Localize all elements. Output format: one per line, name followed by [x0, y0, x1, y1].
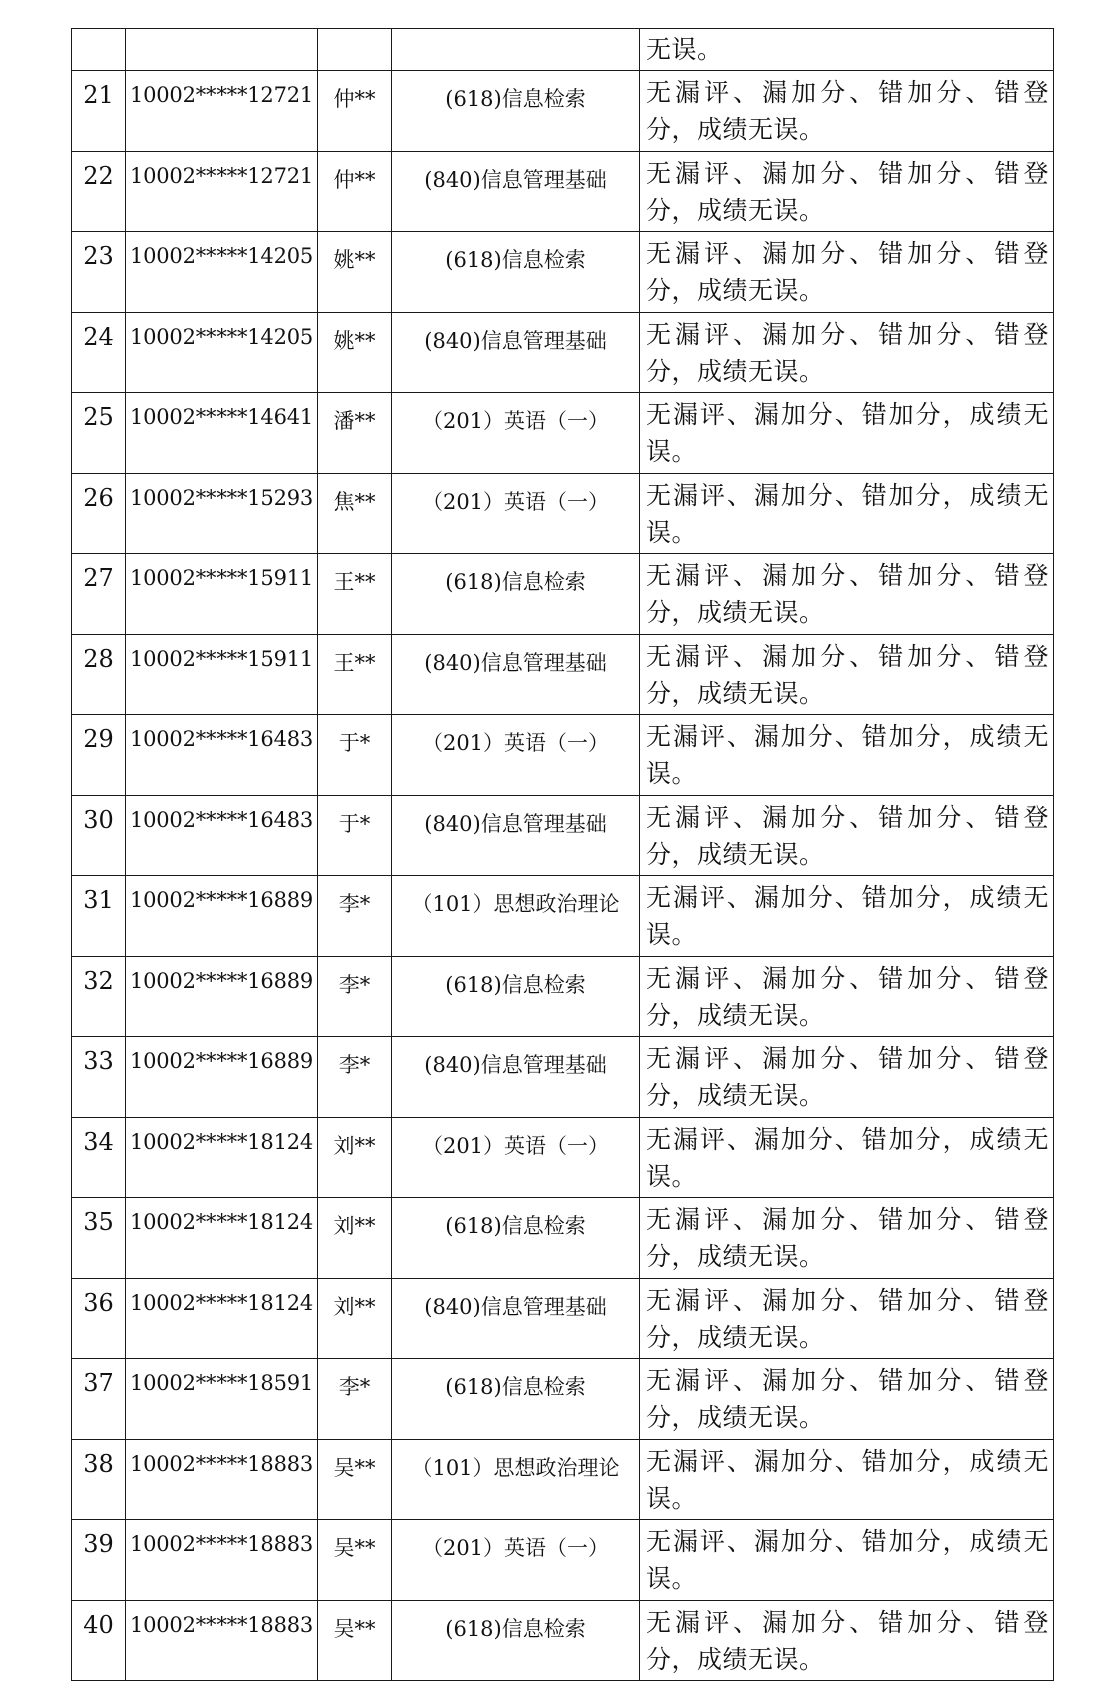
table-row	[72, 634, 1054, 715]
cell-no: 37	[72, 1359, 126, 1440]
cell-subject: （201）英语（一）	[392, 1117, 640, 1198]
cell-result: 无漏评、漏加分、错加分，成绩无误。	[640, 393, 1054, 474]
table-row	[72, 312, 1054, 393]
cell-id: 10002*****12721	[126, 151, 318, 232]
cell-name: 于*	[318, 795, 392, 876]
cell-subject	[392, 29, 640, 71]
cell-subject: (840)信息管理基础	[392, 312, 640, 393]
cell-name: 姚**	[318, 312, 392, 393]
table-row	[72, 1278, 1054, 1359]
cell-subject: (840)信息管理基础	[392, 795, 640, 876]
table-row	[72, 1359, 1054, 1440]
cell-result: 无漏评、漏加分、错加分、错登分，成绩无误。	[640, 71, 1054, 152]
cell-name: 仲**	[318, 151, 392, 232]
cell-no: 39	[72, 1520, 126, 1601]
cell-subject: (618)信息检索	[392, 1359, 640, 1440]
table-body	[72, 29, 1054, 1681]
cell-result: 无漏评、漏加分、错加分、错登分，成绩无误。	[640, 554, 1054, 635]
cell-subject: (618)信息检索	[392, 71, 640, 152]
cell-subject: (840)信息管理基础	[392, 1278, 640, 1359]
table-row	[72, 876, 1054, 957]
cell-id: 10002*****15911	[126, 634, 318, 715]
cell-no: 21	[72, 71, 126, 152]
cell-no: 27	[72, 554, 126, 635]
cell-id: 10002*****12721	[126, 71, 318, 152]
cell-no: 34	[72, 1117, 126, 1198]
cell-subject: (618)信息检索	[392, 956, 640, 1037]
cell-result: 无误。	[640, 29, 1054, 71]
table-row	[72, 393, 1054, 474]
cell-no: 26	[72, 473, 126, 554]
cell-name: 刘**	[318, 1198, 392, 1279]
cell-subject: (618)信息检索	[392, 232, 640, 313]
cell-no: 30	[72, 795, 126, 876]
cell-no: 23	[72, 232, 126, 313]
cell-name: 焦**	[318, 473, 392, 554]
cell-no: 25	[72, 393, 126, 474]
cell-subject: (618)信息检索	[392, 554, 640, 635]
cell-name: 李*	[318, 876, 392, 957]
cell-name: 李*	[318, 1037, 392, 1118]
cell-no: 38	[72, 1439, 126, 1520]
cell-result: 无漏评、漏加分、错加分、错登分，成绩无误。	[640, 312, 1054, 393]
cell-result: 无漏评、漏加分、错加分、错登分，成绩无误。	[640, 232, 1054, 313]
table-row	[72, 1520, 1054, 1601]
cell-id: 10002*****18883	[126, 1439, 318, 1520]
cell-subject: (840)信息管理基础	[392, 1037, 640, 1118]
cell-result: 无漏评、漏加分、错加分、错登分，成绩无误。	[640, 956, 1054, 1037]
cell-id: 10002*****18591	[126, 1359, 318, 1440]
cell-no	[72, 29, 126, 71]
table-row	[72, 715, 1054, 796]
cell-name: 刘**	[318, 1117, 392, 1198]
cell-no: 29	[72, 715, 126, 796]
table-row	[72, 71, 1054, 152]
cell-result: 无漏评、漏加分、错加分，成绩无误。	[640, 1439, 1054, 1520]
cell-id: 10002*****16889	[126, 956, 318, 1037]
cell-no: 24	[72, 312, 126, 393]
table-row	[72, 956, 1054, 1037]
cell-result: 无漏评、漏加分、错加分、错登分，成绩无误。	[640, 1600, 1054, 1681]
continued-row	[72, 29, 1054, 71]
cell-name: 潘**	[318, 393, 392, 474]
cell-subject: （101）思想政治理论	[392, 1439, 640, 1520]
cell-id	[126, 29, 318, 71]
cell-name: 李*	[318, 1359, 392, 1440]
cell-subject: （201）英语（一）	[392, 1520, 640, 1601]
table-row	[72, 1439, 1054, 1520]
cell-id: 10002*****18883	[126, 1600, 318, 1681]
cell-subject: （101）思想政治理论	[392, 876, 640, 957]
cell-no: 31	[72, 876, 126, 957]
cell-result: 无漏评、漏加分、错加分，成绩无误。	[640, 1520, 1054, 1601]
cell-name: 于*	[318, 715, 392, 796]
table-row	[72, 1600, 1054, 1681]
cell-result: 无漏评、漏加分、错加分、错登分，成绩无误。	[640, 151, 1054, 232]
cell-no: 35	[72, 1198, 126, 1279]
cell-result: 无漏评、漏加分、错加分，成绩无误。	[640, 473, 1054, 554]
cell-name: 姚**	[318, 232, 392, 313]
cell-name: 李*	[318, 956, 392, 1037]
review-results-table-page	[71, 28, 1054, 1681]
cell-subject: （201）英语（一）	[392, 715, 640, 796]
cell-subject: (840)信息管理基础	[392, 634, 640, 715]
cell-subject: (618)信息检索	[392, 1600, 640, 1681]
table-row	[72, 232, 1054, 313]
cell-name: 吴**	[318, 1520, 392, 1601]
cell-subject: (618)信息检索	[392, 1198, 640, 1279]
cell-name: 仲**	[318, 71, 392, 152]
cell-id: 10002*****16483	[126, 715, 318, 796]
cell-no: 28	[72, 634, 126, 715]
cell-subject: (840)信息管理基础	[392, 151, 640, 232]
cell-id: 10002*****14205	[126, 232, 318, 313]
cell-result: 无漏评、漏加分、错加分、错登分，成绩无误。	[640, 1198, 1054, 1279]
cell-id: 10002*****18124	[126, 1278, 318, 1359]
cell-id: 10002*****14205	[126, 312, 318, 393]
cell-subject: （201）英语（一）	[392, 393, 640, 474]
cell-result: 无漏评、漏加分、错加分、错登分，成绩无误。	[640, 795, 1054, 876]
cell-no: 32	[72, 956, 126, 1037]
cell-no: 22	[72, 151, 126, 232]
cell-result: 无漏评、漏加分、错加分、错登分，成绩无误。	[640, 1278, 1054, 1359]
cell-id: 10002*****14641	[126, 393, 318, 474]
cell-id: 10002*****15293	[126, 473, 318, 554]
cell-name: 王**	[318, 634, 392, 715]
cell-name	[318, 29, 392, 71]
cell-id: 10002*****18124	[126, 1117, 318, 1198]
cell-no: 40	[72, 1600, 126, 1681]
cell-subject: （201）英语（一）	[392, 473, 640, 554]
cell-id: 10002*****18124	[126, 1198, 318, 1279]
table-row	[72, 554, 1054, 635]
cell-result: 无漏评、漏加分、错加分，成绩无误。	[640, 715, 1054, 796]
cell-name: 吴**	[318, 1600, 392, 1681]
cell-result: 无漏评、漏加分、错加分，成绩无误。	[640, 1117, 1054, 1198]
table-row	[72, 1198, 1054, 1279]
cell-name: 刘**	[318, 1278, 392, 1359]
cell-name: 王**	[318, 554, 392, 635]
cell-result: 无漏评、漏加分、错加分、错登分，成绩无误。	[640, 1359, 1054, 1440]
cell-id: 10002*****16889	[126, 876, 318, 957]
cell-id: 10002*****15911	[126, 554, 318, 635]
cell-no: 36	[72, 1278, 126, 1359]
table-row	[72, 1037, 1054, 1118]
review-results-table	[71, 28, 1054, 1681]
cell-no: 33	[72, 1037, 126, 1118]
cell-id: 10002*****18883	[126, 1520, 318, 1601]
cell-result: 无漏评、漏加分、错加分、错登分，成绩无误。	[640, 1037, 1054, 1118]
cell-result: 无漏评、漏加分、错加分、错登分，成绩无误。	[640, 634, 1054, 715]
cell-result: 无漏评、漏加分、错加分，成绩无误。	[640, 876, 1054, 957]
table-row	[72, 151, 1054, 232]
table-row	[72, 1117, 1054, 1198]
table-row	[72, 473, 1054, 554]
cell-name: 吴**	[318, 1439, 392, 1520]
cell-id: 10002*****16889	[126, 1037, 318, 1118]
table-row	[72, 795, 1054, 876]
cell-id: 10002*****16483	[126, 795, 318, 876]
